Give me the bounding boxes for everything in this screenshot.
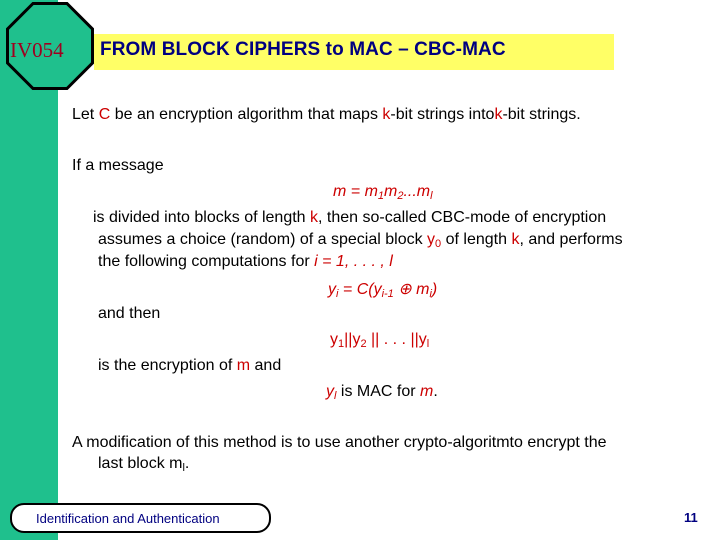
slide-title: FROM BLOCK CIPHERS to MAC – CBC-MAC <box>100 39 506 60</box>
definition-line: Let C be an encryption algorithm that maps k-bit strings intok-bit strings. <box>72 106 581 123</box>
body-line: last block $m_l$. <box>98 455 190 474</box>
body-line: is the encryption of m and <box>98 357 282 374</box>
footer-label: Identification and Authentication <box>36 511 220 526</box>
page-number: 11 <box>684 510 698 525</box>
ciphertext-formula: $y_1||y_2$ || . . . $||y_l$ <box>330 331 430 350</box>
body-line: A modification of this method is to use another crypto-algoritmto encrypt the <box>72 434 607 451</box>
cbc-formula: $y_i = C(y_{i-1}$ ⊕ $m_i$) <box>328 281 438 300</box>
body-line: the following computations for i = 1, . . . , l <box>98 253 393 270</box>
course-code: IV054 <box>10 38 64 62</box>
body-line: assumes a choice (random) of a special block $y_0$ of length k, and performs <box>98 231 623 250</box>
body-line: and then <box>98 305 161 322</box>
mac-formula: $y_l$ is MAC for m. <box>326 383 438 402</box>
message-formula: $m = m_1m_2...m_l$ <box>333 183 433 202</box>
body-line: is divided into blocks of length k, then so-called CBC-mode of encryption <box>93 209 607 226</box>
message-intro: If a message <box>72 157 164 174</box>
